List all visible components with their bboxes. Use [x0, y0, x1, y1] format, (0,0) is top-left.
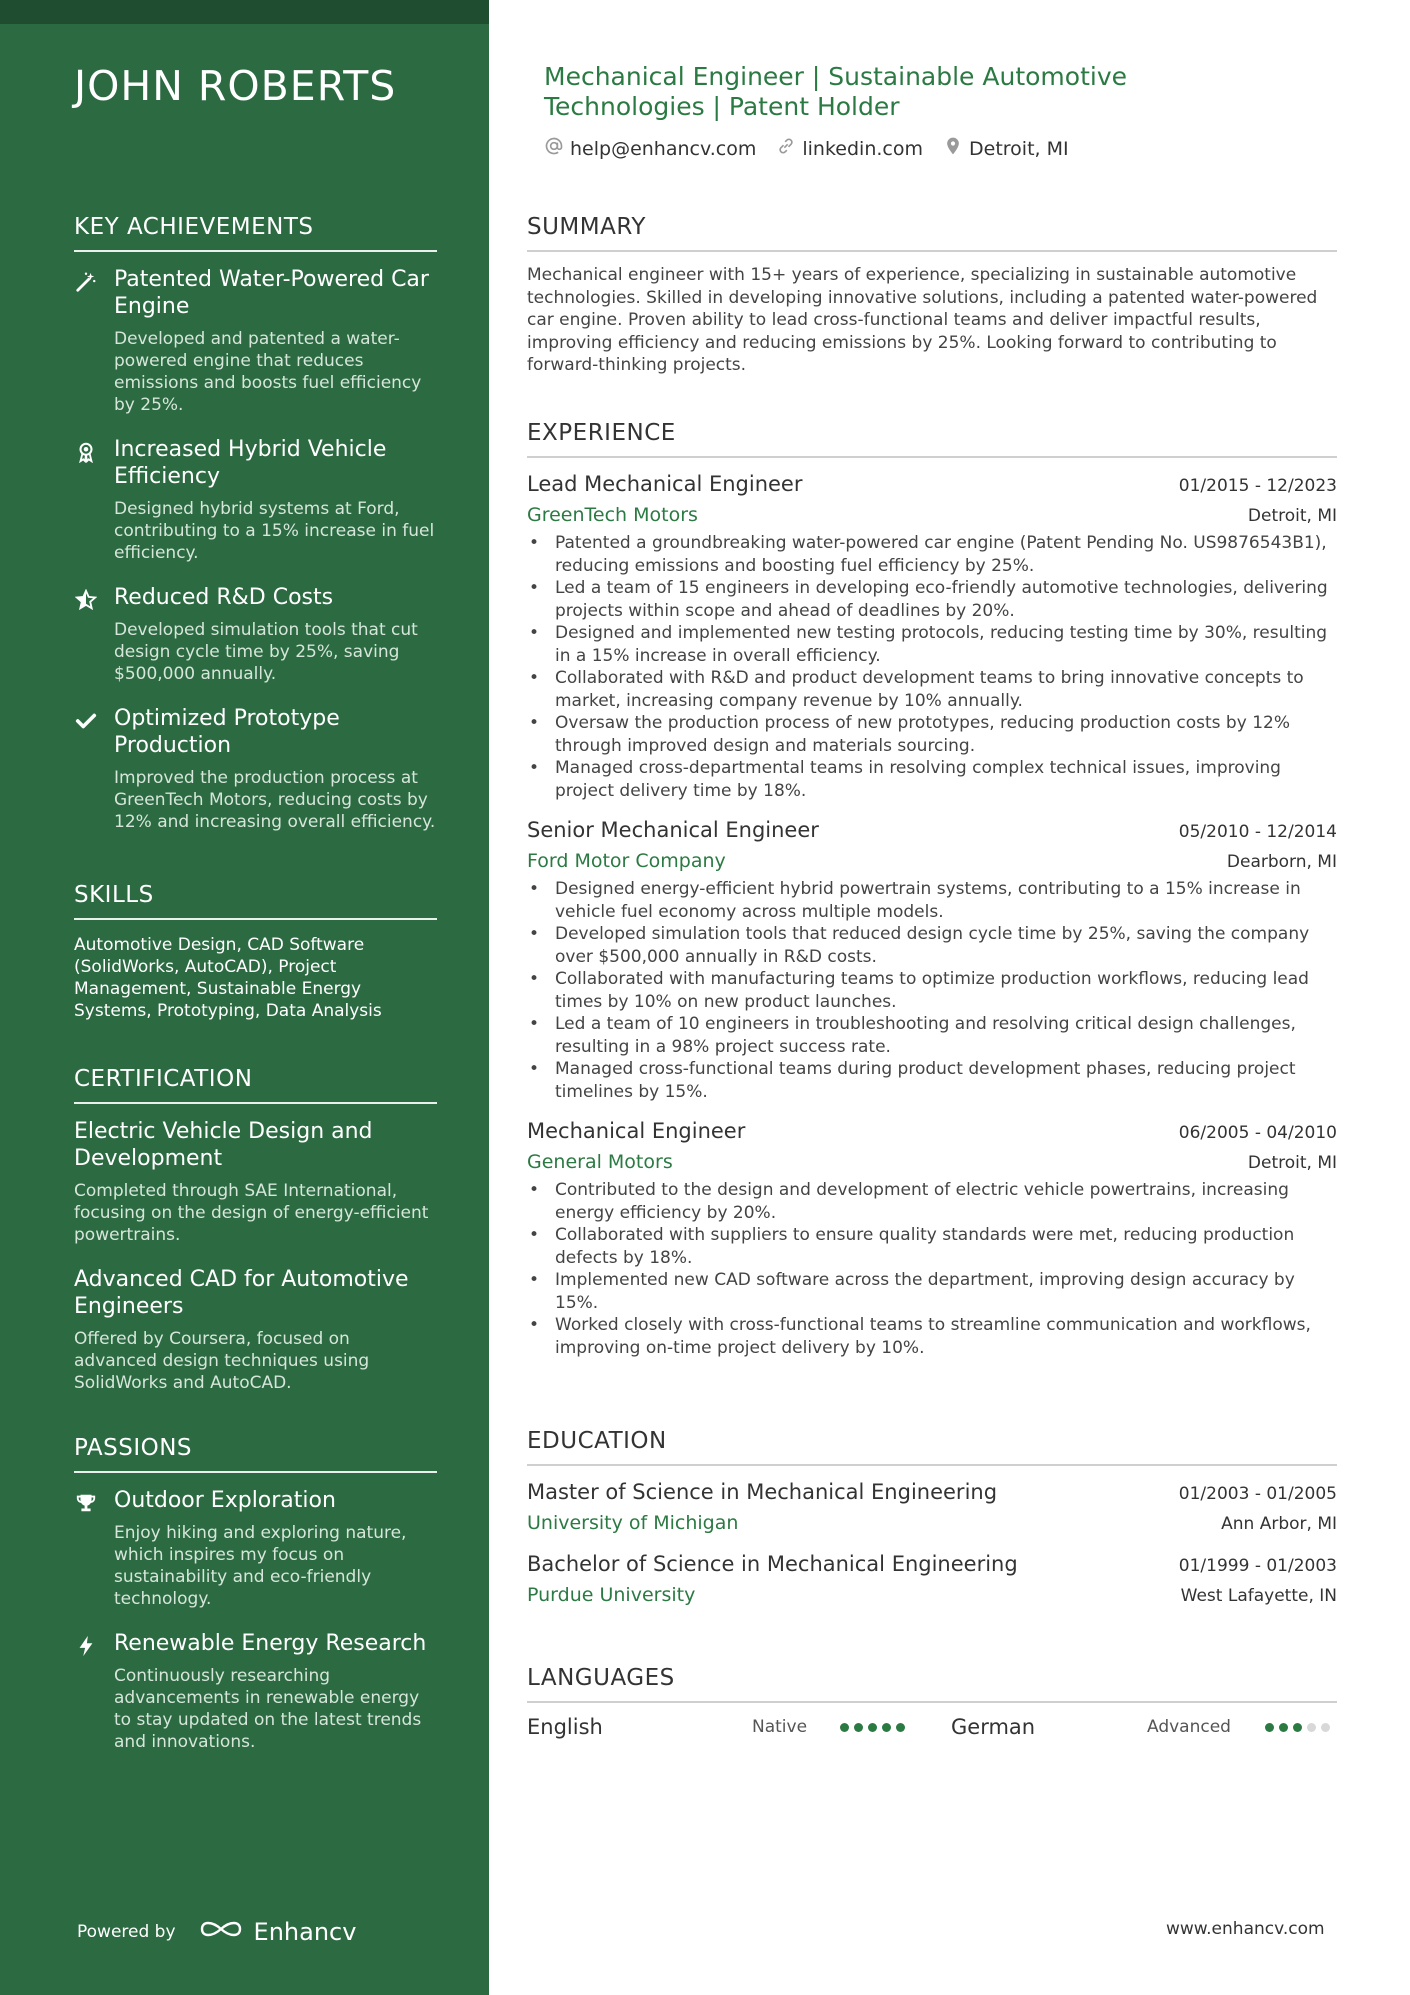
job-bullet: • Oversaw the production process of new prototypes, reducing production costs by 12% through improved design and materials sourcing. — [527, 712, 1337, 757]
achievement-title: Optimized Prototype Production — [114, 706, 340, 758]
enhancv-logo-icon — [198, 1917, 244, 1947]
job-entry — [527, 1119, 1337, 1359]
rating-dot-filled — [882, 1723, 891, 1732]
school: University of Michigan — [527, 1512, 739, 1534]
powered-by-label: Powered by — [77, 1922, 176, 1942]
job-location: Detroit, MI — [1247, 506, 1337, 526]
job-title: Senior Mechanical Engineer — [527, 818, 819, 842]
job-entry — [527, 818, 1337, 1103]
contact-linkedin[interactable] — [776, 136, 923, 161]
job-bullet: • Led a team of 15 engineers in developing eco-friendly automotive technologies, delivering projects within scope and ahead of deadlines by 20%. — [527, 577, 1337, 622]
job-bullet: • Collaborated with R&D and product development teams to bring innovative concepts to market, increasing company revenue by 10% annually. — [527, 667, 1337, 712]
magic-wand-icon — [74, 270, 98, 294]
job-bullet: • Managed cross-departmental teams in resolving complex technical issues, improving project delivery time by 18%. — [527, 757, 1337, 802]
language-name: English — [527, 1715, 603, 1739]
achievement-description: Developed simulation tools that cut design cycle time by 25%, saving $500,000 annually. — [114, 620, 418, 684]
at-sign-icon — [544, 136, 564, 161]
summary-section — [527, 214, 1337, 377]
email-text: help@enhancv.com — [570, 137, 757, 160]
skills-list: Automotive Design, CAD Software (SolidWorks, AutoCAD), Project Management, Sustainable Energy Systems, Prototyping, Data Analysis — [74, 935, 382, 1021]
sidebar-top-bar — [0, 0, 489, 24]
job-bullet: • Developed simulation tools that reduced design cycle time by 25%, saving the company over $500,000 annually in R&D costs. — [527, 923, 1337, 968]
map-pin-icon — [943, 136, 963, 161]
sidebar — [0, 0, 489, 1995]
job-bullet: • Designed energy-efficient hybrid powertrain systems, contributing to a 15% increase in vehicle fuel economy across multiple models. — [527, 878, 1337, 923]
powered-by — [77, 1917, 356, 1947]
contact-location — [943, 136, 1069, 161]
job-bullet: • Designed and implemented new testing protocols, reducing testing time by 30%, resulting in a 15% increase in overall efficiency. — [527, 622, 1337, 667]
contact-info — [544, 136, 1069, 161]
achievement-title: Increased Hybrid Vehicle Efficiency — [114, 437, 387, 489]
lightning-icon — [74, 1634, 98, 1658]
job-dates: 06/2005 - 04/2010 — [1178, 1123, 1337, 1143]
education-location: Ann Arbor, MI — [1221, 1514, 1337, 1534]
achievement-title: Reduced R&D Costs — [114, 585, 334, 610]
rating-dot-filled — [1279, 1723, 1288, 1732]
contact-email[interactable] — [544, 136, 756, 161]
passion-description: Enjoy hiking and exploring nature, which inspires my focus on sustainability and eco-friendly technology. — [114, 1523, 407, 1609]
job-bullet: • Collaborated with manufacturing teams to optimize production workflows, reducing lead times by 10% on new product launches. — [527, 968, 1337, 1013]
certification-item — [74, 1118, 437, 1246]
achievement-title: Patented Water-Powered Car Engine — [114, 267, 429, 319]
passions-section — [74, 1435, 437, 1753]
rating-dot-filled — [868, 1723, 877, 1732]
job-location: Dearborn, MI — [1226, 852, 1337, 872]
certification-section — [74, 1066, 437, 1394]
job-company: General Motors — [527, 1151, 673, 1173]
job-bullet: • Led a team of 10 engineers in troubleshooting and resolving critical design challenges, resulting in a 98% project success rate. — [527, 1013, 1337, 1058]
job-bullet: • Collaborated with suppliers to ensure quality standards were met, reducing production defects by 18%. — [527, 1224, 1337, 1269]
headline: Mechanical Engineer | Sustainable Automotive Technologies | Patent Holder — [544, 62, 1127, 121]
achievement-description: Designed hybrid systems at Ford, contributing to a 15% increase in fuel efficiency. — [114, 499, 435, 563]
education-dates: 01/2003 - 01/2005 — [1178, 1484, 1337, 1504]
job-company: Ford Motor Company — [527, 850, 726, 872]
location-text: Detroit, MI — [969, 137, 1069, 160]
key-achievements-section — [74, 214, 437, 833]
job-bullet: • Contributed to the design and development of electric vehicle powertrains, increasing energy efficiency by 20%. — [527, 1179, 1337, 1224]
job-location: Detroit, MI — [1247, 1153, 1337, 1173]
website-link[interactable]: www.enhancv.com — [1166, 1919, 1325, 1939]
certification-item — [74, 1266, 437, 1394]
education-heading: EDUCATION — [527, 1428, 1337, 1466]
job-bullet: • Worked closely with cross-functional teams to streamline communication and workflows, improving on-time project delivery by 10%. — [527, 1314, 1337, 1359]
job-bullet: • Managed cross-functional teams during product development phases, reducing project timelines by 15%. — [527, 1058, 1337, 1103]
rating-dot-filled — [1265, 1723, 1274, 1732]
degree: Bachelor of Science in Mechanical Engineering — [527, 1552, 1018, 1576]
language-item — [527, 1715, 909, 1739]
language-rating — [840, 1723, 905, 1732]
certification-title: Advanced CAD for Automotive Engineers — [74, 1267, 409, 1319]
education-location: West Lafayette, IN — [1180, 1586, 1337, 1606]
achievement-description: Improved the production process at GreenTech Motors, reducing costs by 12% and increasing overall efficiency. — [114, 768, 436, 832]
language-rating — [1265, 1723, 1330, 1732]
school: Purdue University — [527, 1584, 696, 1606]
education-entry — [527, 1552, 1337, 1606]
skills-heading: SKILLS — [74, 882, 437, 920]
certification-heading: CERTIFICATION — [74, 1066, 437, 1104]
achievement-description: Developed and patented a water-powered engine that reduces emissions and boosts fuel efficiency by 25%. — [114, 329, 422, 415]
experience-heading: EXPERIENCE — [527, 420, 1337, 458]
award-ribbon-icon — [74, 440, 98, 464]
checkmark-icon — [74, 709, 98, 733]
job-bullets — [527, 532, 1337, 802]
job-bullets — [527, 1179, 1337, 1359]
passions-heading: PASSIONS — [74, 1435, 437, 1473]
job-title: Lead Mechanical Engineer — [527, 472, 803, 496]
achievement-item — [74, 584, 437, 685]
job-bullet: • Patented a groundbreaking water-powered car engine (Patent Pending No. US9876543B1), reducing emissions and boosting fuel efficiency by 25%. — [527, 532, 1337, 577]
certification-description: Offered by Coursera, focused on advanced design techniques using SolidWorks and AutoCAD. — [74, 1329, 370, 1393]
achievement-item — [74, 266, 437, 416]
achievement-item — [74, 436, 437, 564]
language-level: Advanced — [1147, 1717, 1231, 1737]
certification-description: Completed through SAE International, focusing on the design of energy-efficient powertrains. — [74, 1181, 429, 1245]
job-entry — [527, 472, 1337, 802]
passion-title: Outdoor Exploration — [114, 1488, 336, 1513]
certification-title: Electric Vehicle Design and Development — [74, 1119, 373, 1171]
enhancv-brand[interactable] — [198, 1917, 357, 1947]
enhancv-brand-name: Enhancv — [253, 1918, 357, 1946]
trophy-icon — [74, 1491, 98, 1515]
star-icon — [74, 588, 98, 612]
education-entry — [527, 1480, 1337, 1534]
experience-section — [527, 420, 1337, 1359]
rating-dot-empty — [1321, 1723, 1330, 1732]
education-dates: 01/1999 - 01/2003 — [1178, 1556, 1337, 1576]
rating-dot-empty — [1307, 1723, 1316, 1732]
candidate-name: JOHN ROBERTS — [74, 62, 397, 110]
linkedin-text: linkedin.com — [802, 137, 923, 160]
achievement-item — [74, 705, 437, 833]
rating-dot-filled — [840, 1723, 849, 1732]
passion-item — [74, 1487, 437, 1610]
degree: Master of Science in Mechanical Engineering — [527, 1480, 998, 1504]
job-bullet: • Implemented new CAD software across the department, improving design accuracy by 15%. — [527, 1269, 1337, 1314]
rating-dot-filled — [854, 1723, 863, 1732]
rating-dot-filled — [1293, 1723, 1302, 1732]
language-name: German — [951, 1715, 1036, 1739]
language-level: Native — [752, 1717, 808, 1737]
link-icon — [776, 136, 796, 161]
job-dates: 05/2010 - 12/2014 — [1178, 822, 1337, 842]
languages-row — [527, 1715, 1337, 1739]
job-title: Mechanical Engineer — [527, 1119, 746, 1143]
job-dates: 01/2015 - 12/2023 — [1178, 476, 1337, 496]
rating-dot-filled — [896, 1723, 905, 1732]
passion-description: Continuously researching advancements in renewable energy to stay updated on the latest trends and innovations. — [114, 1666, 422, 1752]
languages-heading: LANGUAGES — [527, 1665, 1337, 1703]
job-company: GreenTech Motors — [527, 504, 698, 526]
passion-title: Renewable Energy Research — [114, 1631, 427, 1656]
key-achievements-heading: KEY ACHIEVEMENTS — [74, 214, 437, 252]
summary-text: Mechanical engineer with 15+ years of experience, specializing in sustainable automotive technologies. Skilled in developing innovative solutions, including a patented water-powered car engine. Proven ability to lead cross-functional teams and deliver impactful results, improving efficiency and reducing emissions by 25%. Looking forward to contributing to forward-thinking projects. — [527, 265, 1318, 375]
education-section — [527, 1428, 1337, 1606]
language-item — [951, 1715, 1330, 1739]
job-bullets — [527, 878, 1337, 1103]
summary-heading: SUMMARY — [527, 214, 1337, 252]
skills-section — [74, 882, 437, 1022]
languages-section — [527, 1665, 1337, 1739]
passion-item — [74, 1630, 437, 1753]
